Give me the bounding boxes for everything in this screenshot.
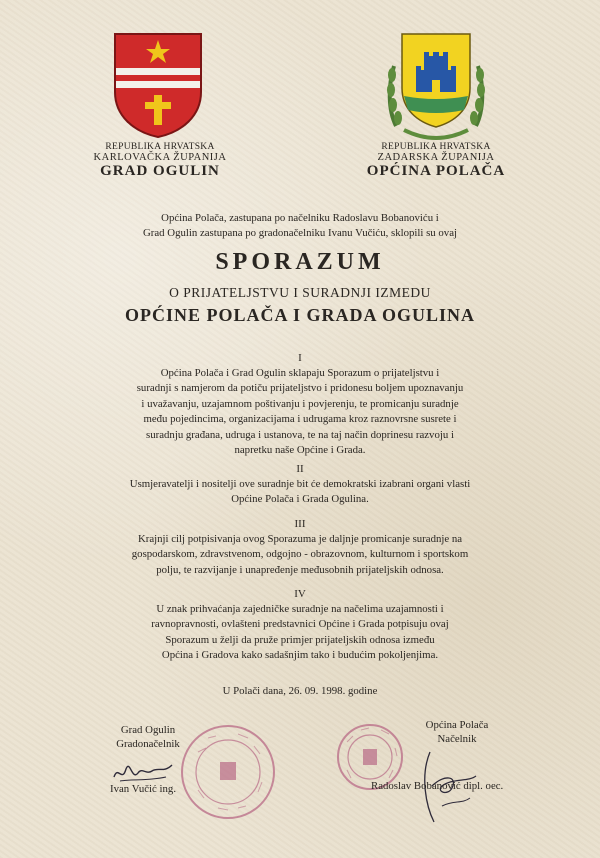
section-line: polju, te razvijanje i unapređenje međusobnih prijateljskih odnosa. bbox=[156, 563, 444, 576]
section-line: Općina Polača i Grad Ogulin sklapaju Sporazum o prijateljstvu i bbox=[160, 367, 440, 379]
section-line: gospodarskom, zdravstvenom, odgojno - obrazovnom, kulturnom i sportskom bbox=[131, 548, 469, 561]
date-line: U Polači dana, 26. 09. 1998. godine bbox=[222, 685, 378, 697]
section-numeral: II bbox=[296, 463, 304, 475]
left-county-label: KARLOVAČKA ŽUPANIJA bbox=[93, 152, 227, 163]
section-numeral: IV bbox=[294, 588, 306, 600]
section-line: U znak prihvaćanja zajedničke suradnje na načelima uzajamnosti i bbox=[156, 603, 444, 615]
section-line: Sporazum u želji da pruže primjer prijateljskih odnosa između bbox=[165, 633, 435, 646]
right-county-label: ZADARSKA ŽUPANIJA bbox=[377, 152, 495, 163]
section-line: Usmjeravatelji i nositelji ove suradnje bit će demokratski izabrani organi vlasti bbox=[129, 478, 471, 490]
section-numeral: I bbox=[298, 352, 302, 364]
left-signatory-role: Gradonačelnik bbox=[116, 738, 180, 750]
ogulin-official-stamp-icon bbox=[178, 722, 278, 822]
ogulin-coat-of-arms-icon bbox=[112, 30, 204, 140]
polaca-coat-of-arms-icon bbox=[384, 30, 488, 146]
section-3-text bbox=[66, 532, 534, 578]
right-signatory-name: Radoslav Bobanović dipl. oec. bbox=[371, 780, 504, 792]
section-4-text bbox=[66, 602, 534, 664]
section-line: Općina i Gradova kako sadašnjim tako i budućim pokoljenjima. bbox=[161, 649, 439, 662]
intro-paragraph bbox=[70, 211, 530, 242]
left-city-label: GRAD OGULIN bbox=[100, 163, 220, 179]
right-signatory-title bbox=[392, 718, 522, 746]
intro-line: Općina Polača, zastupana po načelniku Radoslavu Bobanoviću i bbox=[161, 212, 439, 224]
left-signatory-city: Grad Ogulin bbox=[120, 724, 176, 736]
left-republic-label: REPUBLIKA HRVATSKA bbox=[105, 142, 215, 152]
section-line: Krajnji cilj potpisivanja ovog Sporazuma je daljnje promicanje suradnje na bbox=[137, 533, 463, 545]
right-signatory-municipality: Općina Polača bbox=[425, 719, 489, 731]
section-line: suradnju građana, udruga i ustanova, te na taj način doprinesu razvoju i bbox=[146, 428, 454, 441]
section-line: ravnopravnosti, ovlašteni predstavnici Općine i Grada potpisuju ovaj bbox=[151, 618, 449, 631]
section-line: suradnji s namjerom da potiču prijateljstvo i pridonesu boljem upoznavanju bbox=[136, 382, 464, 395]
section-line: Općine Polača i Grada Ogulina. bbox=[231, 493, 369, 506]
document-subtitle-parties: OPĆINE POLAČA I GRADA OGULINA bbox=[124, 305, 476, 325]
section-2-text bbox=[60, 477, 540, 508]
right-signatory-role: Načelnik bbox=[437, 733, 477, 745]
section-1-text bbox=[66, 366, 534, 458]
section-line: i uvažavanju, uzajamnom poštivanju i povjerenju, te promicanju suradnje bbox=[141, 397, 459, 410]
right-municipality-label: OPĆINA POLAČA bbox=[366, 163, 506, 179]
document-subtitle: O PRIJATELJSTVU I SURADNJI IZMEDU bbox=[169, 285, 431, 300]
intro-line: Grad Ogulin zastupana po gradonačelniku Ivanu Vučiću, sklopili su ovaj bbox=[143, 227, 457, 240]
section-line: među pojedincima, organizacijama i udrugama kroz raznovrsne susrete i bbox=[143, 413, 457, 426]
document-title: SPORAZUM bbox=[215, 249, 385, 275]
right-republic-label: REPUBLIKA HRVATSKA bbox=[381, 142, 491, 152]
section-numeral: III bbox=[294, 518, 306, 530]
left-signatory-name: Ivan Vučić ing. bbox=[110, 783, 177, 795]
section-line: napretku naše Općine i Grada. bbox=[234, 444, 366, 457]
